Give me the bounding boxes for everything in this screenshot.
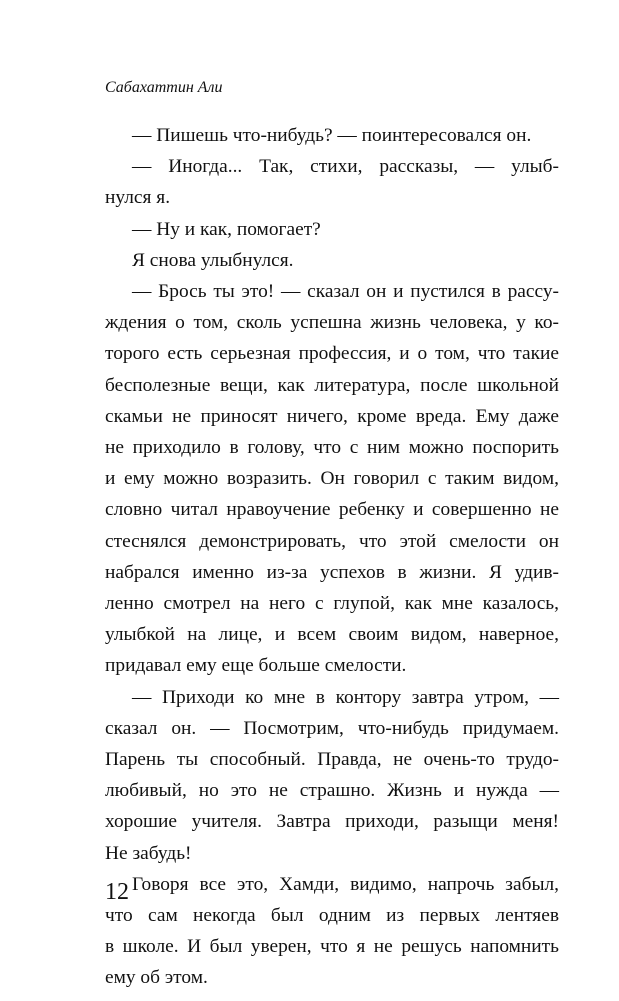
- text-line: — Приходи ко мне в контору завтра утром, —: [132, 686, 559, 708]
- text-line: торого есть серьезная профессия, и о том, что такие: [105, 343, 559, 365]
- text-line: стеснялся демонстрировать, что этой смелости он: [105, 530, 559, 552]
- text-line: придавал ему еще больше смелости.: [105, 655, 407, 677]
- text-line: словно читал нравоучение ребенку и совершенно не: [105, 499, 559, 521]
- text-line: и ему можно возразить. Он говорил с таким видом,: [105, 468, 559, 490]
- text-line: — Иногда... Так, стихи, рассказы, — улыб-: [132, 156, 559, 178]
- text-line: ленно смотрел на него с глупой, как мне казалось,: [105, 593, 559, 614]
- text-line: ждения о том, сколь успешна жизнь человека, у ко-: [105, 312, 559, 334]
- text-line: — Брось ты это! — сказал он и пустился в рассу-: [132, 281, 559, 302]
- text-line: — Пишешь что-нибудь? — поинтересовался он.: [132, 125, 532, 146]
- text-line: набрался именно из-за успехов в жизни. Я удив-: [105, 561, 559, 583]
- text-line: в школе. И был уверен, что я не решусь напомнить: [105, 936, 559, 958]
- text-line: Парень ты способный. Правда, не очень-то трудо-: [105, 749, 559, 770]
- text-line: не приходило в голову, что с ним можно поспорить: [105, 437, 559, 458]
- text-line: любивый, но это не страшно. Жизнь и нужда —: [105, 780, 559, 802]
- text-line: что сам некогда был одним из первых лентяев: [105, 905, 559, 926]
- text-line: Я снова улыбнулся.: [132, 249, 294, 271]
- text-line: улыбкой на лице, и всем своим видом, наверное,: [105, 624, 559, 646]
- text-line: нулся я.: [105, 187, 171, 209]
- running-head: Сабахаттин Али: [105, 79, 223, 96]
- text-line: Не забудь!: [105, 842, 192, 864]
- text-line: сказал он. — Посмотрим, что-нибудь придумаем.: [105, 717, 559, 739]
- text-line: хорошие учителя. Завтра приходи, разыщи меня!: [105, 811, 559, 833]
- page-number: 12: [105, 879, 129, 905]
- text-line: скамьи не приносят ничего, кроме вреда. Ему даже: [105, 405, 559, 427]
- text-line: ему об этом.: [105, 967, 208, 989]
- text-line: бесполезные вещи, как литература, после школьной: [105, 374, 559, 396]
- text-line: — Ну и как, помогает?: [132, 218, 321, 240]
- text-line: Говоря все это, Хамди, видимо, напрочь забыл,: [132, 873, 559, 895]
